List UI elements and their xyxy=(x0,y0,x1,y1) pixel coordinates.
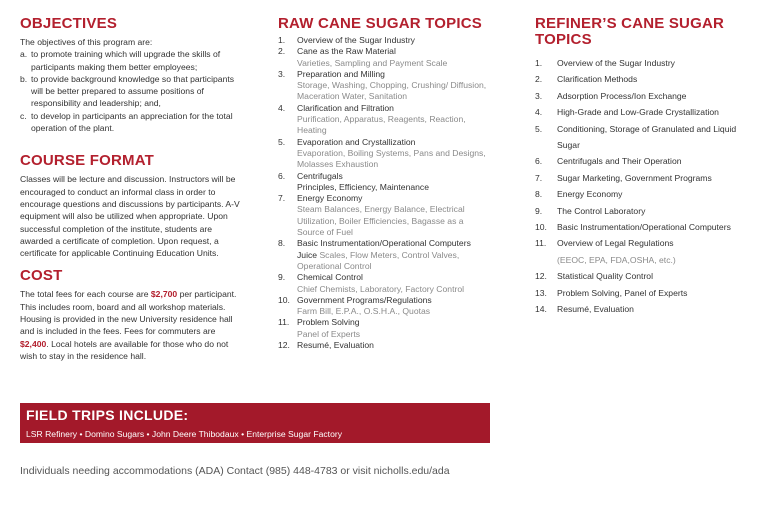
topic-title xyxy=(297,238,493,272)
topic-subtitle: Varieties, Sampling and Payment Scale xyxy=(297,57,448,68)
topic-subtitle: Evaporation, Boiling Systems, Pans and Designs, Molasses Exhaustion xyxy=(297,147,486,170)
raw-topic-item xyxy=(278,137,493,171)
topic-number: 9. xyxy=(278,272,286,283)
objectives-intro: The objectives of this program are: xyxy=(20,37,153,47)
topic-number: 7. xyxy=(535,172,543,183)
topic-number: 4. xyxy=(535,107,543,118)
objective-letter: c. xyxy=(20,110,27,121)
cost-text-part3: . Local hotels are available for those who do not wish to stay in the residence hall. xyxy=(20,338,229,361)
topic-body xyxy=(297,340,493,351)
topic-title: Sugar Marketing, Government Programs xyxy=(557,172,712,183)
topic-number: 9. xyxy=(535,205,543,216)
topic-body xyxy=(297,317,493,340)
objective-item xyxy=(20,110,245,135)
raw-topic-item xyxy=(278,171,493,194)
refiner-topic-item xyxy=(535,268,750,284)
objective-letter: a. xyxy=(20,49,28,60)
raw-topic-item xyxy=(278,46,493,69)
topic-body xyxy=(557,71,750,87)
topic-number: 12. xyxy=(278,340,290,351)
topic-number: 11. xyxy=(535,238,547,249)
field-trips-text: LSR Refinery • Domino Sugars • John Deere Thibodaux • Enterprise Sugar Factory xyxy=(26,429,343,439)
topic-title: Resumé, Evaluation xyxy=(557,304,634,315)
left-column xyxy=(20,16,245,362)
topic-number: 2. xyxy=(535,74,543,85)
raw-topic-item xyxy=(278,272,493,295)
topic-number: 3. xyxy=(278,68,286,79)
topic-body xyxy=(557,104,750,120)
raw-topic-item xyxy=(278,103,493,137)
topic-subtitle: Storage, Washing, Chopping, Crushing/ Diffusion, Maceration Water, Sanitation xyxy=(297,80,487,102)
topic-title: Preparation and Milling xyxy=(297,68,385,79)
objective-text: to provide background knowledge so that participants will be better prepared to assume positions of responsibility and leadership; and, xyxy=(31,73,235,109)
topic-title: Adsorption Process/Ion Exchange xyxy=(557,90,687,101)
topic-subtitle: Farm Bill, E.P.A., O.S.H.A., Quotas xyxy=(297,306,431,317)
topic-body xyxy=(297,295,493,318)
topic-subtitle: Principles, Efficiency, Maintenance xyxy=(297,181,429,192)
objective-text: to develop in participants an appreciation for the total operation of the plant. xyxy=(31,110,233,134)
topic-number: 13. xyxy=(535,287,547,298)
topic-body xyxy=(557,55,750,71)
topic-body xyxy=(297,238,493,272)
objective-item xyxy=(20,73,245,110)
topic-number: 8. xyxy=(535,189,543,200)
topic-title: Energy Economy xyxy=(297,193,363,204)
refiner-topic-item xyxy=(535,170,750,186)
ada-contact-footer: Individuals needing accommodations (ADA) Contact (985) 448-4783 or visit nicholls.edu/ada xyxy=(20,465,450,477)
topic-title: Statistical Quality Control xyxy=(557,271,653,282)
refiner-topic-item xyxy=(535,55,750,71)
objective-item xyxy=(20,48,245,73)
topic-number: 12. xyxy=(535,271,547,282)
raw-topic-item xyxy=(278,238,493,272)
topic-number: 2. xyxy=(278,46,286,57)
topic-number: 10. xyxy=(535,222,547,233)
topic-title: Cane as the Raw Material xyxy=(297,46,396,57)
topic-title: Resumé, Evaluation xyxy=(297,340,374,351)
raw-topic-item xyxy=(278,295,493,318)
course-format-heading: COURSE FORMAT xyxy=(20,152,154,170)
refiner-topic-item xyxy=(535,235,750,268)
refiner-topic-item xyxy=(535,88,750,104)
refiner-topic-item xyxy=(535,153,750,169)
topic-title: Overview of the Sugar Industry xyxy=(557,58,675,68)
topic-body xyxy=(557,153,750,169)
refiner-topics-column xyxy=(535,16,750,318)
field-trips-banner xyxy=(20,403,490,443)
topic-subtitle: Panel of Experts xyxy=(297,328,361,339)
topic-body xyxy=(557,121,750,154)
objective-text: to promote training which will upgrade the skills of participants making them better employees; xyxy=(31,49,221,72)
raw-topics-heading: RAW CANE SUGAR TOPICS xyxy=(278,15,482,32)
topic-body xyxy=(557,170,750,186)
topic-number: 14. xyxy=(535,304,547,315)
course-format-text: Classes will be lecture and discussion. Instructors will be encouraged to conduct an informal class in order to encourage questions and discussions by participants. A-V equipment will also be utilized when appropriate. Upon successful completion of the institute, students are awarded a certificate of completion. Upon request, a certificate for applicable Continuing Education Units. xyxy=(20,174,240,259)
topic-title: Problem Solving, Panel of Experts xyxy=(557,287,688,298)
raw-topic-item xyxy=(278,35,493,46)
objective-letter: b. xyxy=(20,73,28,84)
topic-number: 3. xyxy=(535,90,543,101)
cost-text-part2: per participant. This includes room, board and all workshop materials. Housing is provided in the new University residence hall and is included in the fees. Fees for commuters are xyxy=(20,289,237,337)
topic-title: Government Programs/Regulations xyxy=(297,294,432,305)
topic-body xyxy=(557,186,750,202)
topic-subtitle: Scales, Flow Meters, Control Valves, Operational Control xyxy=(297,249,460,271)
topic-title: Centrifugals and Their Operation xyxy=(557,156,682,167)
course-price: $2,700 xyxy=(150,289,178,300)
raw-topic-item xyxy=(278,193,493,238)
objectives-heading: OBJECTIVES xyxy=(20,15,118,32)
cost-text-part1: The total fees for each course are xyxy=(20,289,151,300)
topic-body xyxy=(297,272,493,295)
topic-body xyxy=(297,193,493,238)
topic-number: 4. xyxy=(278,102,286,113)
topic-body xyxy=(557,235,750,268)
topic-number: 1. xyxy=(278,35,286,45)
refiner-topics-heading: REFINER’S CANE SUGAR TOPICS xyxy=(535,15,725,48)
topic-number: 7. xyxy=(278,193,286,204)
topic-number: 6. xyxy=(278,170,286,181)
refiner-topic-item xyxy=(535,186,750,202)
topic-title: Energy Economy xyxy=(557,189,623,200)
topic-title: Overview of Legal Regulations xyxy=(557,238,674,249)
topic-subtitle: Chief Chemists, Laboratory, Factory Control xyxy=(297,283,465,294)
refiner-topic-item xyxy=(535,285,750,301)
topic-number: 11. xyxy=(278,317,290,328)
topic-number: 10. xyxy=(278,294,290,305)
topic-subtitle: (EEOC, EPA, FDA,OSHA, etc.) xyxy=(557,254,676,265)
topic-title: Centrifugals xyxy=(297,170,343,181)
field-trips-heading: FIELD TRIPS INCLUDE: xyxy=(26,407,189,423)
refiner-topic-item xyxy=(535,219,750,235)
refiner-topic-item xyxy=(535,71,750,87)
refiner-topic-item xyxy=(535,203,750,219)
topic-title: Conditioning, Storage of Granulated and Liquid Sugar xyxy=(557,123,737,151)
raw-topic-item xyxy=(278,317,493,340)
topic-body xyxy=(297,171,493,194)
topic-subtitle: Steam Balances, Energy Balance, Electrical Utilization, Boiler Efficiencies, Bagasse as a Source of Fuel xyxy=(297,204,465,238)
topic-title: High-Grade and Low-Grade Crystallization xyxy=(557,107,719,118)
topic-title: The Control Laboratory xyxy=(557,205,646,216)
topic-title: Chemical Control xyxy=(297,272,363,283)
topic-title: Basic Instrumentation/Operational Computers xyxy=(557,222,731,233)
topic-body xyxy=(557,203,750,219)
topic-body xyxy=(557,268,750,284)
topic-number: 8. xyxy=(278,238,286,249)
refiner-topics-list xyxy=(535,55,750,318)
objectives-list xyxy=(20,48,245,134)
topic-title: Overview of the Sugar Industry xyxy=(297,35,415,45)
raw-topics-column xyxy=(278,16,493,351)
topic-body xyxy=(557,219,750,235)
raw-topics-list xyxy=(278,35,493,351)
topic-title: Clarification Methods xyxy=(557,74,638,85)
raw-topic-item xyxy=(278,340,493,351)
topic-title-text: Basic Instrumentation/Operational Computers Juice xyxy=(297,238,471,260)
raw-topic-item xyxy=(278,69,493,103)
topic-number: 6. xyxy=(535,156,543,167)
refiner-topic-item xyxy=(535,104,750,120)
cost-text xyxy=(20,288,245,362)
topic-body xyxy=(297,103,493,137)
topic-body xyxy=(297,35,493,46)
topic-body xyxy=(297,46,493,69)
topic-number: 1. xyxy=(535,58,543,68)
topic-body xyxy=(557,301,750,317)
refiner-topic-item xyxy=(535,301,750,317)
topic-subtitle: Purification, Apparatus, Reagents, Reaction, Heating xyxy=(297,114,466,136)
refiner-topic-item xyxy=(535,121,750,154)
topic-number: 5. xyxy=(535,123,543,134)
topic-number: 5. xyxy=(278,136,286,147)
topic-title: Clarification and Filtration xyxy=(297,102,394,113)
topic-body xyxy=(557,285,750,301)
topic-body xyxy=(297,69,493,103)
topic-title: Problem Solving xyxy=(297,317,360,328)
commuter-price: $2,400 xyxy=(20,338,47,349)
topic-body xyxy=(297,137,493,171)
topic-body xyxy=(557,88,750,104)
topic-title: Evaporation and Crystallization xyxy=(297,136,416,147)
cost-heading: COST xyxy=(20,267,63,285)
